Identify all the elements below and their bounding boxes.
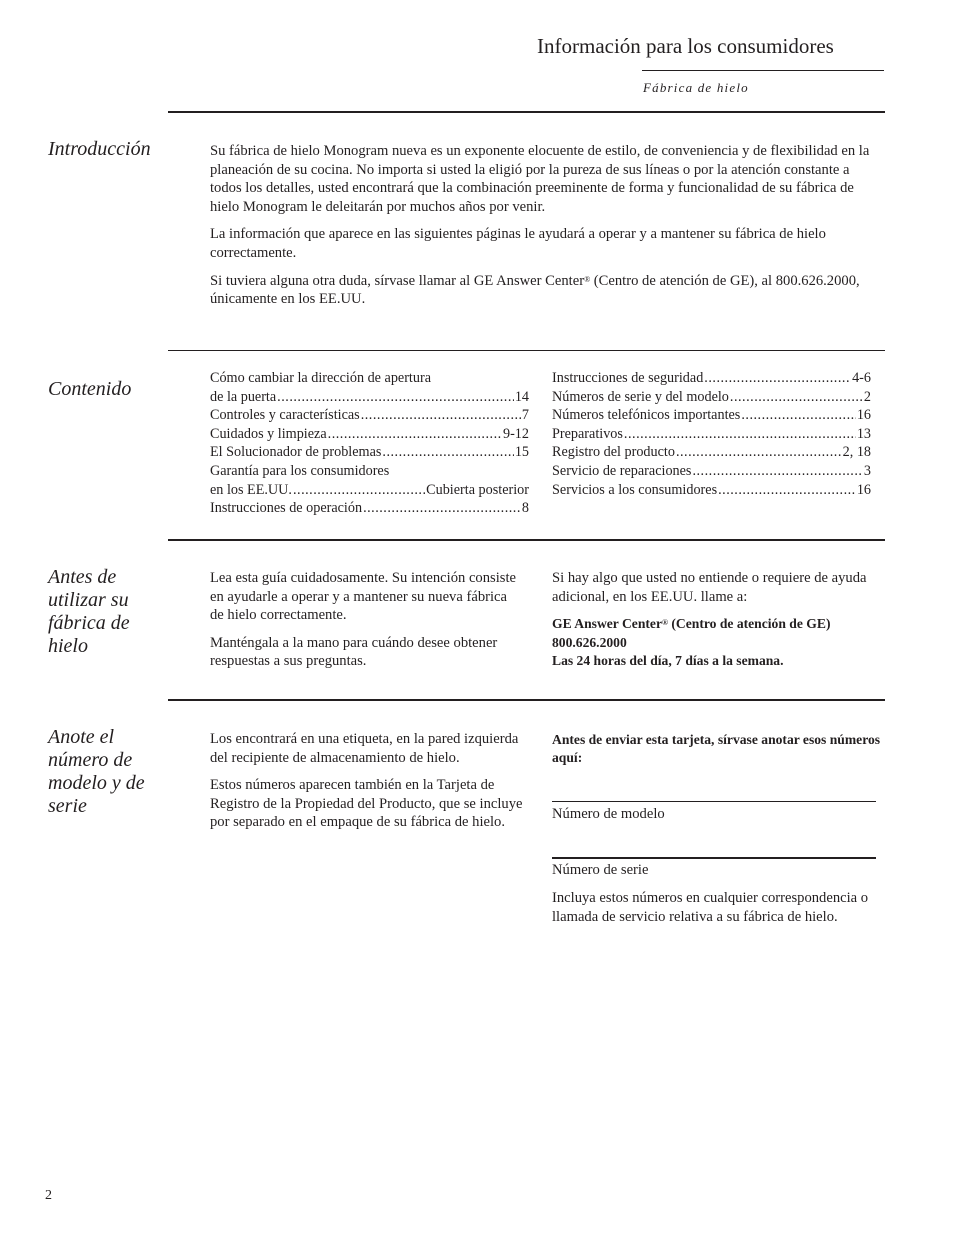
toc-entry-page: 2, 18 <box>842 444 871 461</box>
toc-entry <box>552 425 871 444</box>
toc-leader-dots <box>277 388 514 407</box>
toc-entry-label: Números telefónicos importantes <box>552 407 741 424</box>
intro-paragraph: La información que aparece en las siguientes páginas le ayudará a operar y a mantener su fábrica de hielo correctamente. <box>210 226 826 261</box>
toc-entry-label: Controles y características <box>210 407 360 424</box>
contact-text: (Centro de atención de GE) <box>667 616 831 632</box>
intro-paragraph <box>210 272 874 309</box>
toc-entry <box>210 462 529 481</box>
toc-leader-dots <box>624 425 856 444</box>
toc-entry-page: 16 <box>856 407 871 424</box>
toc-entry-label: en los EE.UU. <box>210 481 292 498</box>
toc-leader-dots <box>328 425 502 444</box>
toc-entry-label: Registro del producto <box>552 444 675 461</box>
toc-entry-page: 9-12 <box>502 425 529 442</box>
toc-entry-label: de la puerta <box>210 388 277 405</box>
toc-entry <box>552 406 871 425</box>
registered-mark: ® <box>584 274 591 284</box>
page-header-subtitle: Fábrica de hielo <box>643 80 749 95</box>
contact-phone: 800.626.2000 <box>552 634 627 650</box>
section-divider <box>168 539 885 541</box>
section-divider <box>168 699 885 701</box>
toc-entry-page: 8 <box>521 500 529 517</box>
toc-entry-label: Garantía para los consumidores <box>210 462 390 479</box>
toc-entry-label: Cómo cambiar la dirección de apertura <box>210 370 431 386</box>
toc-entry <box>210 481 529 500</box>
serial-number-label: Número de serie <box>552 862 649 878</box>
section-title-antes: Antes de utilizar su fábrica de hielo <box>48 566 130 657</box>
toc-entry-page: 13 <box>856 425 871 442</box>
toc-entry-label: Instrucciones de operación <box>210 500 363 517</box>
toc-leader-dots <box>704 369 851 388</box>
toc-entry-page: 7 <box>521 407 529 424</box>
serial-number-line[interactable] <box>552 857 876 859</box>
toc-leader-dots <box>293 481 425 500</box>
toc-entry-page: 4-6 <box>852 370 871 386</box>
record-instruction: Antes de enviar esta tarjeta, sírvase anotar esos números aquí: <box>552 732 881 765</box>
section-title-contenido: Contenido <box>48 378 132 400</box>
toc-entry-label: El Solucionador de problemas <box>210 444 382 461</box>
record-note: Incluya estos números en cualquier correspondencia o llamada de servicio relativa a su fábrica de hielo. <box>552 890 869 925</box>
before-paragraph: Manténgala a la mano para cuándo desee obtener respuestas a sus preguntas. <box>210 634 498 670</box>
toc-leader-dots <box>730 388 863 407</box>
toc-entry <box>210 388 529 407</box>
header-divider <box>642 70 884 71</box>
section-title-anote: Anote el número de modelo y de serie <box>48 726 145 817</box>
toc-entry <box>552 481 871 500</box>
toc-entry-page: 16 <box>856 481 871 498</box>
record-left-column <box>210 730 530 841</box>
toc-entry-page: 3 <box>863 462 871 479</box>
toc-entry <box>210 443 529 462</box>
before-right-column <box>552 569 877 671</box>
before-left-column <box>210 569 520 680</box>
model-number-label: Número de modelo <box>552 806 665 822</box>
toc-entry <box>210 499 529 518</box>
toc-entry <box>552 462 871 481</box>
toc-entry-label: Números de serie y del modelo <box>552 388 729 405</box>
contact-hours: Las 24 horas del día, 7 días a la semana. <box>552 653 784 669</box>
toc-entry <box>552 369 871 388</box>
toc-entry <box>210 425 529 444</box>
section-divider <box>168 350 885 351</box>
toc-entry <box>210 406 529 425</box>
toc-entry-page: 2 <box>863 388 871 405</box>
record-paragraph: Los encontrará en una etiqueta, en la pared izquierda del recipiente de almacenamiento de hielo. <box>210 731 519 766</box>
toc-leader-dots <box>718 481 856 500</box>
toc-left-column <box>210 369 529 518</box>
intro-body <box>210 142 874 318</box>
toc-leader-dots <box>363 499 521 518</box>
intro-text: (Centro de atención de GE), al 800.626.2000, únicamente en los EE.UU. <box>210 272 860 308</box>
toc-right-column <box>552 369 871 499</box>
contact-text: GE Answer Center <box>552 616 662 632</box>
page-number: 2 <box>45 1188 52 1203</box>
toc-entry <box>552 443 871 462</box>
before-paragraph: Lea esta guía cuidadosamente. Su intención consiste en ayudarle a operar y a mantener su nueva fábrica de hielo correctamente. <box>210 570 516 624</box>
before-paragraph: Si hay algo que usted no entiende o requiere de ayuda adicional, en los EE.UU. llame a: <box>552 570 867 605</box>
toc-leader-dots <box>676 443 842 462</box>
section-divider <box>168 111 885 113</box>
model-number-line[interactable] <box>552 801 876 802</box>
contact-block <box>552 615 877 671</box>
toc-entry-label: Instrucciones de seguridad <box>552 370 704 386</box>
toc-entry <box>210 369 529 388</box>
toc-entry-label: Preparativos <box>552 425 623 442</box>
toc-entry-label: Servicio de reparaciones <box>552 462 692 479</box>
record-paragraph: Estos números aparecen también en la Tarjeta de Registro de la Propiedad del Producto, que se incluye por separado en el empaque de su fábrica de hielo. <box>210 777 523 831</box>
intro-text: Si tuviera alguna otra duda, sírvase llamar al GE Answer Center <box>210 272 585 289</box>
toc-entry <box>552 388 871 407</box>
toc-leader-dots <box>361 406 521 425</box>
section-title-introduccion: Introducción <box>48 138 151 160</box>
contact-line <box>552 615 877 634</box>
toc-leader-dots <box>741 406 855 425</box>
toc-leader-dots <box>382 443 513 462</box>
toc-entry-label: Servicios a los consumidores <box>552 481 718 498</box>
registered-mark: ® <box>662 618 668 628</box>
toc-entry-label: Cuidados y limpieza <box>210 425 327 442</box>
toc-entry-page: Cubierta posterior <box>426 481 529 498</box>
toc-entry-page: 14 <box>514 388 529 405</box>
page-header-title: Información para los consumidores <box>537 34 834 58</box>
intro-paragraph: Su fábrica de hielo Monogram nueva es un exponente elocuente de estilo, de conveniencia y de flexibilidad en la planeación de su cocina. No importa si usted la eligió por la pureza de sus líneas o por la atención constante a todos los detalles, usted encontrará que la combinación preeminente de forma y funcionalidad de su fábrica de hielo Monogram le deleitarán por muchos años por venir. <box>210 143 870 215</box>
toc-leader-dots <box>692 462 862 481</box>
toc-entry-page: 15 <box>514 444 529 461</box>
